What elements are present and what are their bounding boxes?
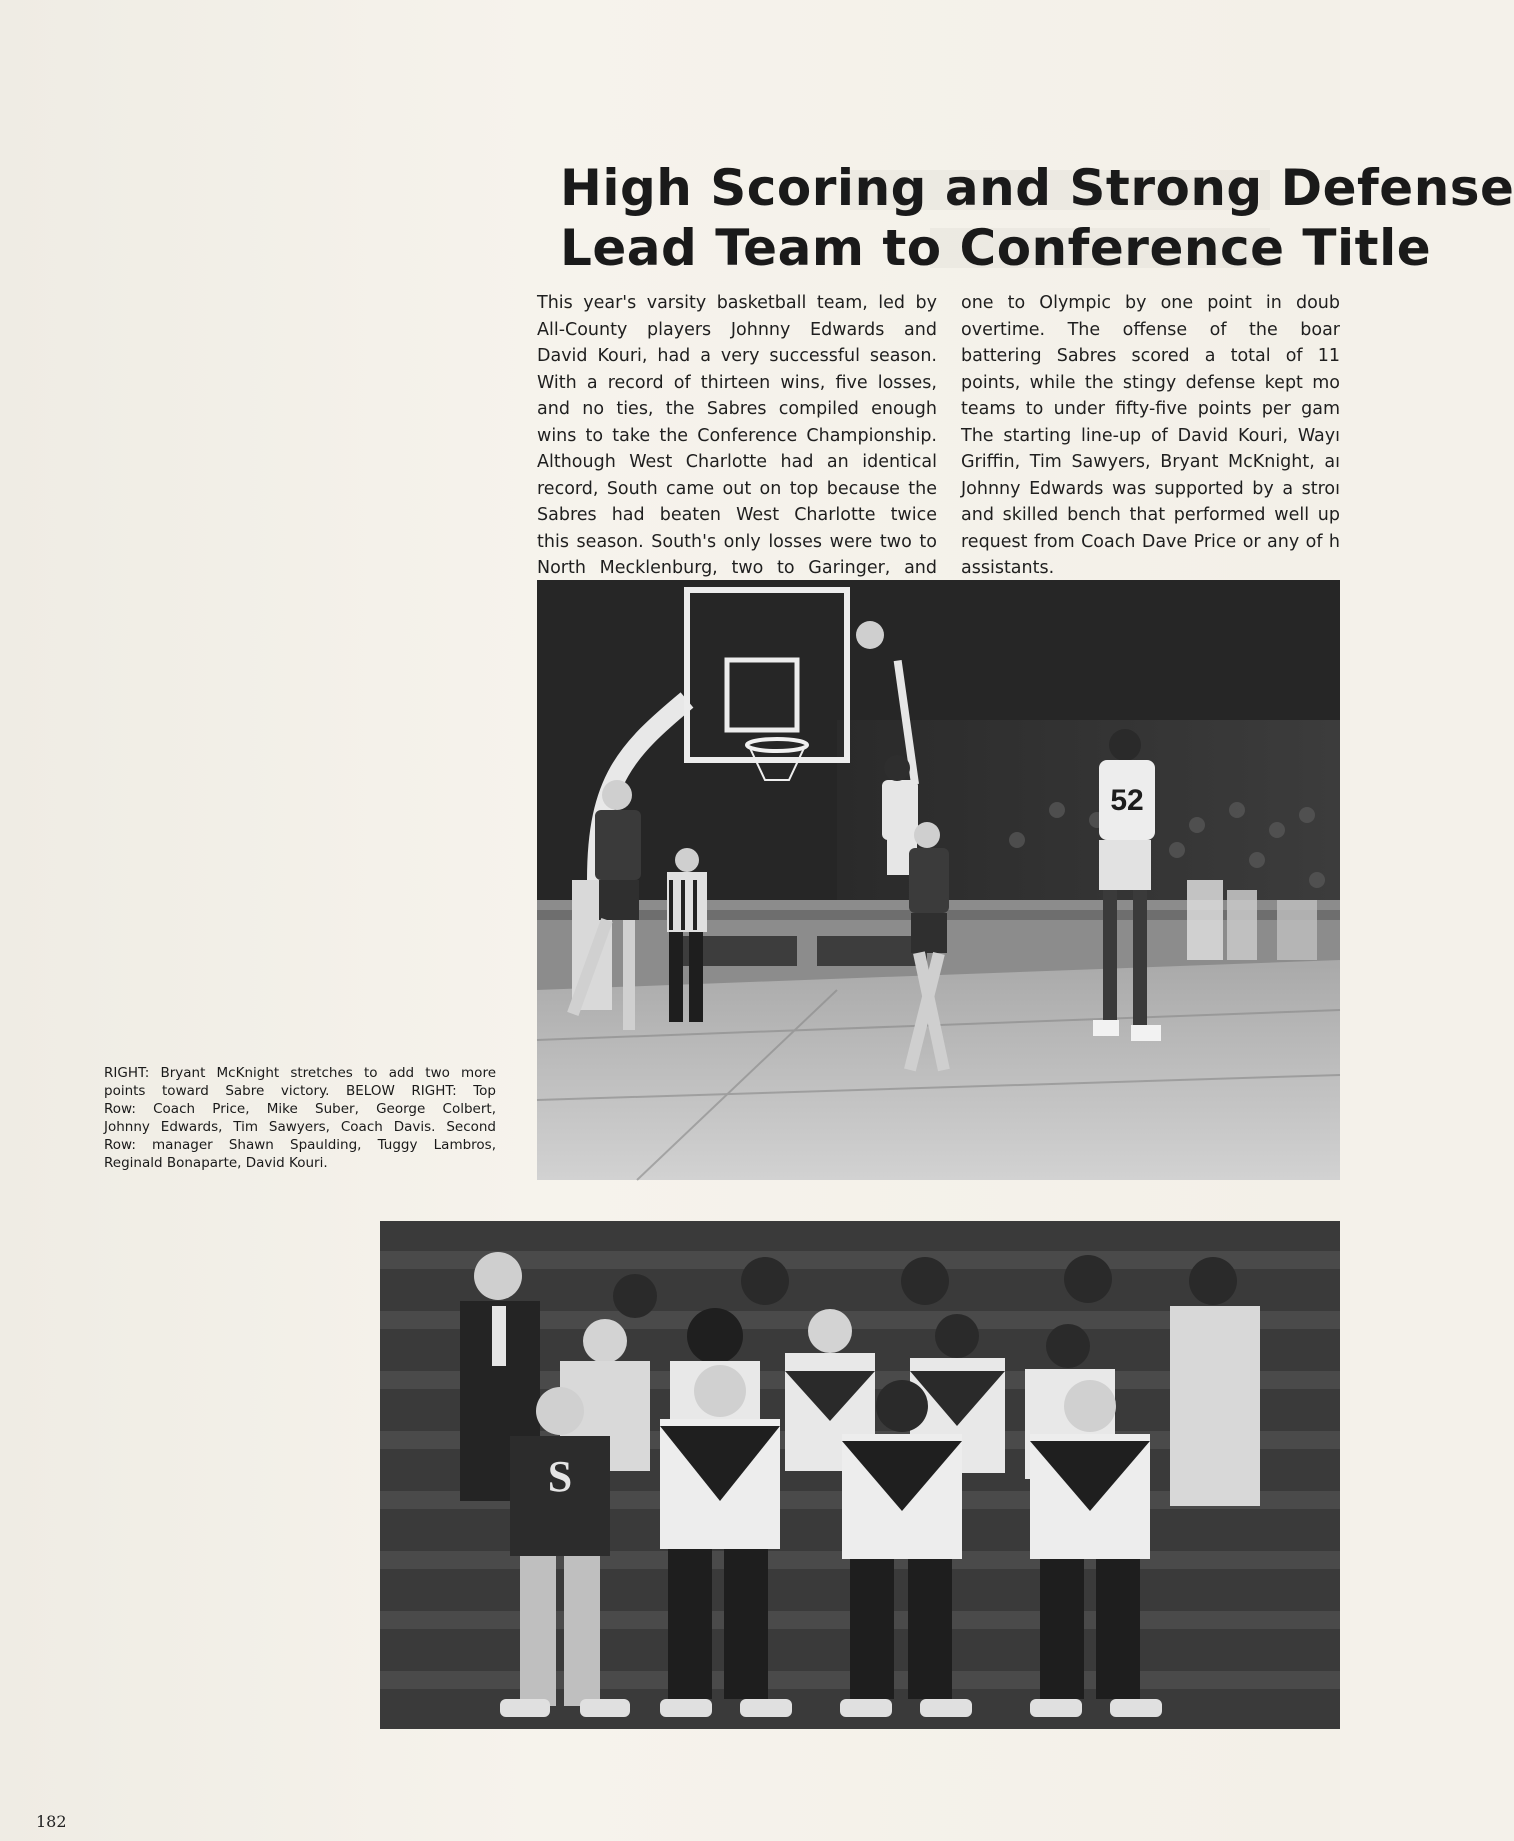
- caption-line: points toward Sabre victory. BELOW RIGHT: Top: [104, 1083, 496, 1099]
- team-photo-illustration: [380, 1221, 1340, 1729]
- page-number: 182: [36, 1812, 67, 1831]
- article-column-left: [537, 290, 937, 582]
- column-line: Although West Charlotte had an identical: [537, 452, 937, 472]
- column-line: one to Olympic by one point in doub: [961, 293, 1340, 313]
- caption-line: RIGHT: Bryant McKnight stretches to add two more: [104, 1065, 496, 1081]
- column-line: teams to under fifty-five points per gam: [961, 399, 1340, 419]
- column-line: and no ties, the Sabres compiled enough: [537, 399, 937, 419]
- jersey-number: 52: [1110, 784, 1144, 817]
- column-line: All-County players Johnny Edwards and: [537, 319, 937, 340]
- article-headline: [560, 158, 1514, 278]
- column-line: Griffin, Tim Sawyers, Bryant McKnight, aı: [961, 452, 1340, 472]
- column-line: With a record of thirteen wins, five losses,: [537, 372, 937, 393]
- column-line: The starting line-up of David Kouri, Wayı: [961, 425, 1340, 446]
- team-portrait-photo: [380, 1221, 1340, 1729]
- letterman-letter: S: [547, 1452, 573, 1501]
- column-line: battering Sabres scored a total of 11: [961, 346, 1340, 366]
- photo-caption: [104, 1064, 496, 1172]
- column-line: This year's varsity basketball team, led by: [537, 293, 937, 313]
- article-column-right: [961, 290, 1340, 582]
- column-line: and skilled bench that performed well up: [961, 505, 1340, 525]
- headline-line-1: High Scoring and Strong Defense: [560, 159, 1514, 217]
- headline-line-2: Lead Team to Conference Title: [560, 219, 1432, 277]
- column-line: request from Coach Dave Price or any of h: [961, 531, 1340, 552]
- column-line: North Mecklenburg, two to Garinger, and: [537, 558, 937, 578]
- column-line: overtime. The offense of the boar: [961, 319, 1340, 340]
- column-line: points, while the stingy defense kept mo: [961, 372, 1340, 393]
- column-line: David Kouri, had a very successful season.: [537, 346, 937, 366]
- column-line: record, South came out on top because the: [537, 478, 937, 499]
- column-line: Johnny Edwards was supported by a stroı: [961, 478, 1340, 499]
- action-photo-illustration: [537, 580, 1340, 1180]
- column-line: wins to take the Conference Championship.: [537, 425, 937, 446]
- column-line: this season. South's only losses were two to: [537, 531, 937, 552]
- caption-line: Row: Coach Price, Mike Suber, George Colbert,: [104, 1101, 496, 1117]
- caption-line: Johnny Edwards, Tim Sawyers, Coach Davis. Second: [104, 1119, 496, 1135]
- caption-line: Reginald Bonaparte, David Kouri.: [104, 1155, 328, 1171]
- column-line: Sabres had beaten West Charlotte twice: [537, 505, 937, 525]
- basketball-action-photo: [537, 580, 1340, 1180]
- caption-line: Row: manager Shawn Spaulding, Tuggy Lambros,: [104, 1137, 496, 1153]
- column-line: assistants.: [961, 558, 1055, 578]
